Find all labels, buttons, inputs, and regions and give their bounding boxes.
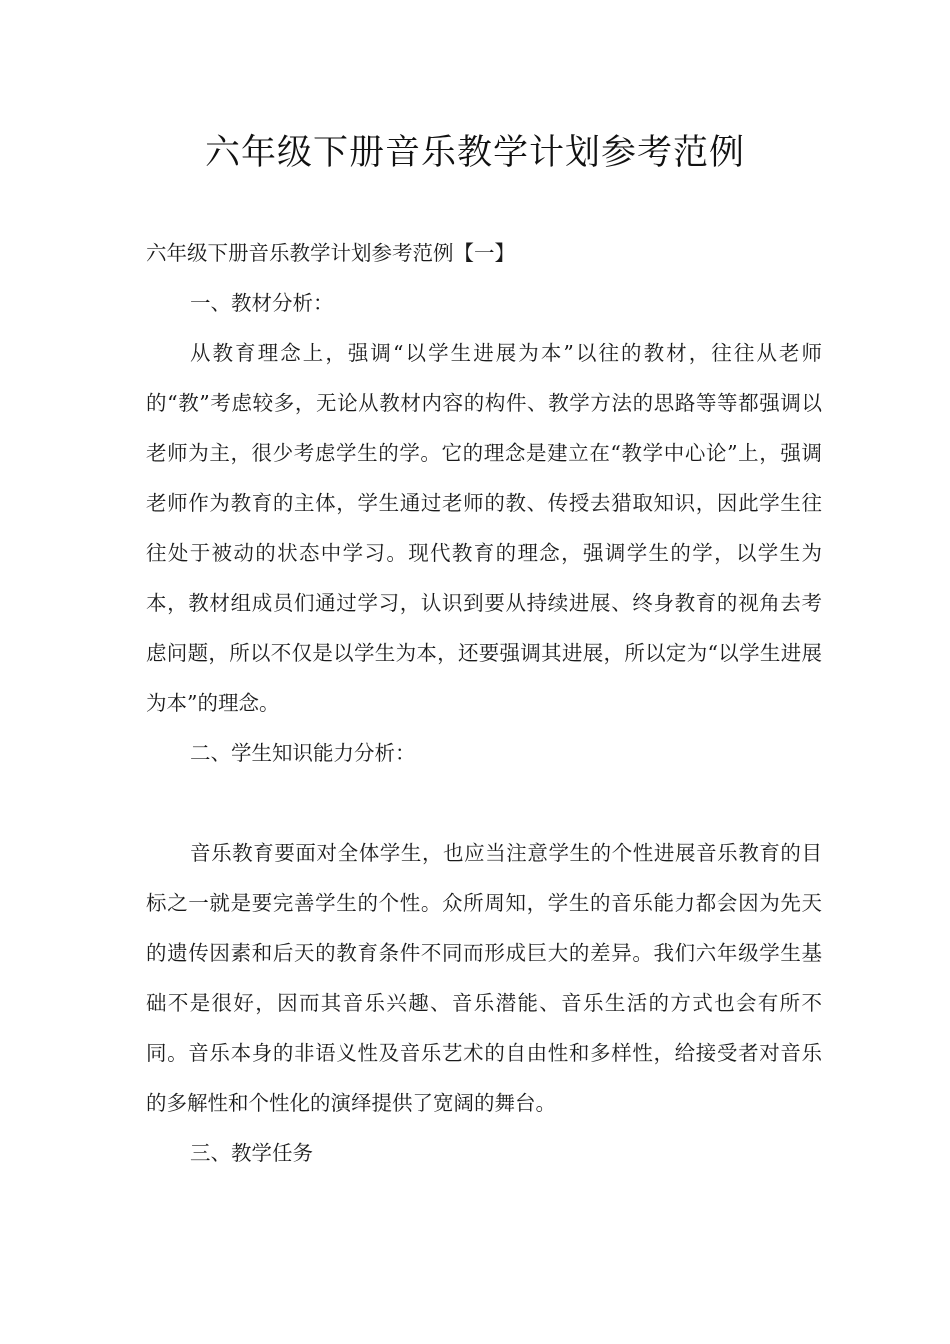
document-subtitle: 六年级下册音乐教学计划参考范例【一】 [146, 241, 515, 265]
section-heading-textbook-analysis: 一、教材分析： [190, 291, 334, 315]
paragraph-textbook-analysis: 从教育理念上，强调“以学生进展为本”以往的教材，往往从老师的“教”考虑较多，无论从教材内容的构件、教学方法的思路等等都强调以老师为主，很少考虑学生的学。它的理念是建立在“教学中心论”上，强调老师作为教育的主体，学生通过老师的教、传授去猎取知识，因此学生往往处于被动的状态中学习。现代教育的理念，强调学生的学，以学生为本，教材组成员们通过学习，认识到要从持续进展、终身教育的视角去考虑问题，所以不仅是以学生为本，还要强调其进展，所以定为“以学生进展为本”的理念。 [146, 341, 822, 715]
section-heading-teaching-tasks: 三、教学任务 [190, 1141, 313, 1165]
document-body [146, 228, 822, 1178]
document-title: 六年级下册音乐教学计划参考范例 [204, 133, 745, 173]
paragraph-student-ability: 音乐教育要面对全体学生，也应当注意学生的个性进展音乐教育的目标之一就是要完善学生的个性。众所周知，学生的音乐能力都会因为先天的遗传因素和后天的教育条件不同而形成巨大的差异。我们六年级学生基础不是很好，因而其音乐兴趣、音乐潜能、音乐生活的方式也会有所不同。音乐本身的非语义性及音乐艺术的自由性和多样性，给接受者对音乐的多解性和个性化的演绎提供了宽阔的舞台。 [146, 841, 822, 1115]
section-heading-student-ability: 二、学生知识能力分析： [190, 741, 416, 765]
blank-line [146, 778, 822, 828]
